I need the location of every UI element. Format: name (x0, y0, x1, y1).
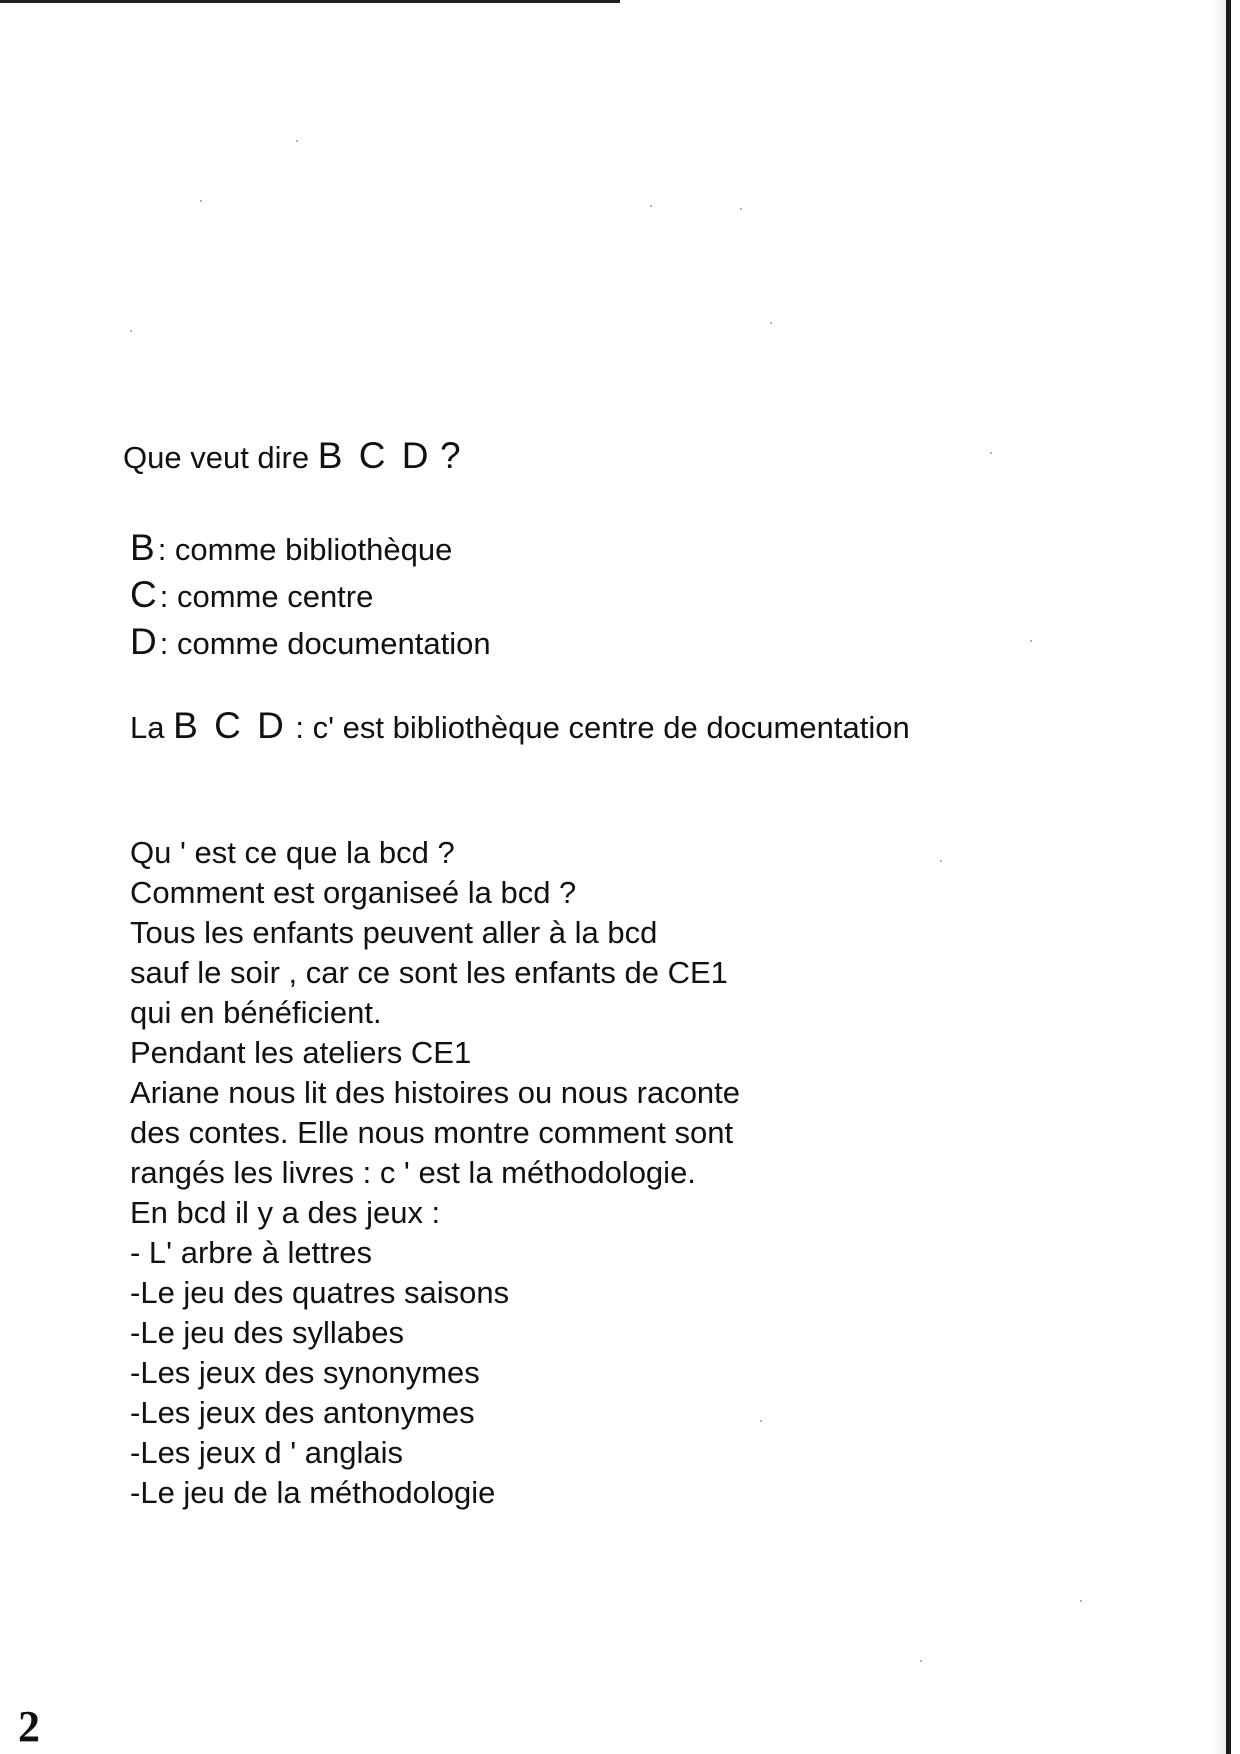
scan-speck (770, 322, 772, 324)
definition-d (130, 622, 491, 664)
scan-speck (940, 860, 942, 862)
bcd-summary (130, 706, 910, 748)
page-number: 2 (18, 1702, 40, 1751)
definition-text: : comme documentation (159, 626, 491, 661)
body-line: Ariane nous lit des histoires ou nous raconte (130, 1075, 741, 1110)
definition-letter: C (130, 574, 160, 615)
question-title-letters: B C D (317, 435, 432, 476)
scan-edge (1226, 0, 1231, 1754)
body-line: Comment est organiseé la bcd ? (130, 875, 577, 910)
games-list-item: -Les jeux des synonymes (130, 1355, 480, 1390)
question-title-mark: ? (440, 435, 464, 476)
definition-letter: D (130, 621, 160, 662)
definition-text: : comme bibliothèque (157, 532, 453, 567)
summary-prefix: La (130, 710, 165, 745)
games-list-item: -Le jeu de la méthodologie (130, 1475, 496, 1510)
scan-speck (760, 1420, 762, 1422)
summary-text: : c' est bibliothèque centre de documentation (295, 710, 910, 745)
body-line: Qu ' est ce que la bcd ? (130, 835, 455, 870)
definition-b (130, 528, 452, 570)
definition-letter: B (130, 527, 158, 568)
games-list-item: -Le jeu des quatres saisons (130, 1275, 510, 1310)
scan-speck (740, 208, 742, 210)
definition-text: : comme centre (159, 579, 374, 614)
games-list-item: - L' arbre à lettres (130, 1235, 372, 1270)
body-line: sauf le soir , car ce sont les enfants de CE1 (130, 955, 728, 990)
scan-speck (920, 1660, 922, 1662)
scan-speck (200, 200, 202, 202)
games-list-item: -Les jeux d ' anglais (130, 1435, 404, 1470)
scan-speck (1080, 1600, 1082, 1602)
scan-speck (296, 140, 298, 142)
question-title (123, 436, 464, 478)
scan-speck (130, 330, 132, 332)
body-line: qui en bénéficient. (130, 995, 382, 1030)
definition-c (130, 575, 373, 617)
body-line: des contes. Elle nous montre comment sont (130, 1115, 734, 1150)
games-list-item: -Le jeu des syllabes (130, 1315, 404, 1350)
summary-letters: B C D (173, 705, 287, 746)
body-line: En bcd il y a des jeux : (130, 1195, 441, 1230)
scan-edge-shadow (1212, 0, 1226, 1754)
body-line: Pendant les ateliers CE1 (130, 1035, 472, 1070)
question-title-text: Que veut dire (123, 440, 310, 475)
scan-speck (1030, 640, 1032, 642)
top-rule (0, 0, 620, 3)
body-line: Tous les enfants peuvent aller à la bcd (130, 915, 658, 950)
scan-speck (990, 452, 992, 454)
scan-speck (650, 205, 652, 207)
body-line: rangés les livres : c ' est la méthodologie. (130, 1155, 696, 1190)
games-list-item: -Les jeux des antonymes (130, 1395, 475, 1430)
